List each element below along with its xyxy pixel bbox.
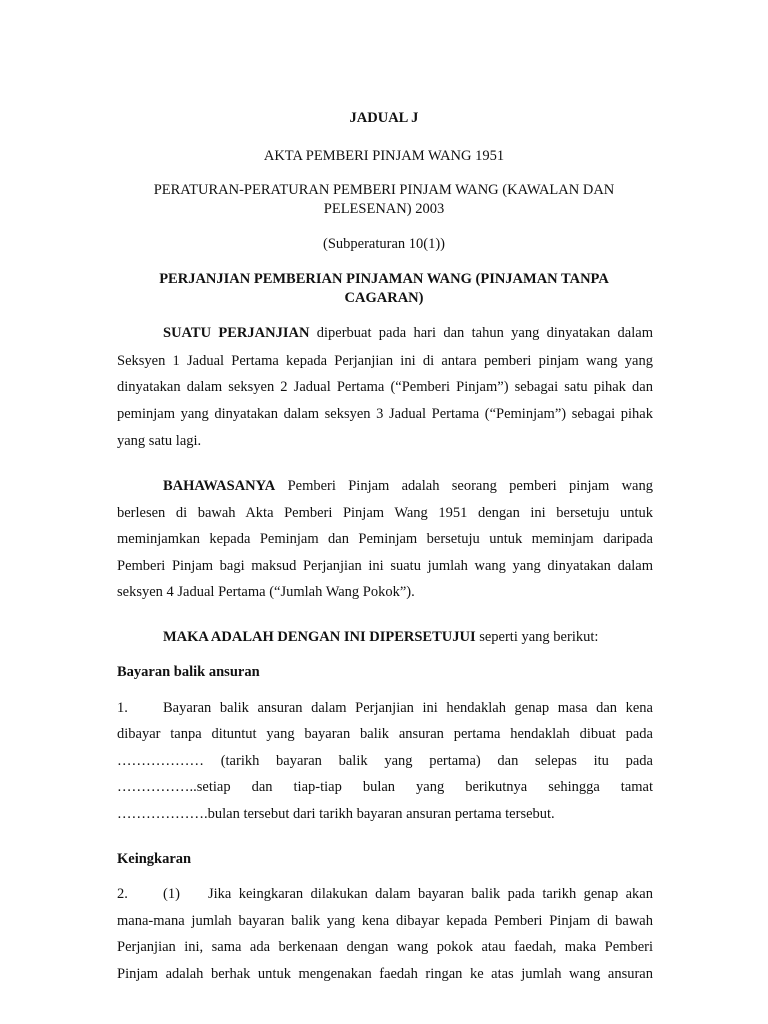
para2-line3: meminjamkan kepada Peminjam dan Peminjam bersetuju untuk meminjam daripada [117, 531, 653, 547]
para1-line1-text: diperbuat pada hari dan tahun yang dinyatakan dalam [309, 325, 653, 341]
para2-line1 [163, 476, 653, 496]
section1-line3: ……………… (tarikh bayaran balik yang pertama) dan selepas itu pada [117, 753, 653, 769]
para2-line5: seksyen 4 Jadual Pertama (“Jumlah Wang Pokok”). [117, 584, 415, 600]
para1-line5: yang satu lagi. [117, 433, 202, 449]
regulations-title-line2: PELESENAN) 2003 [323, 201, 445, 217]
para1-lead: SUATU PERJANJIAN [163, 325, 310, 341]
para2-line1-text: Pemberi Pinjam adalah seorang pemberi pinjam wang [275, 478, 653, 494]
agreement-title-line1: PERJANJIAN PEMBERIAN PINJAMAN WANG (PINJAMAN TANPA [159, 271, 609, 287]
section1-line5: ……………….bulan tersebut dari tarikh bayaran ansuran pertama tersebut. [117, 806, 555, 822]
section2-line2: mana-mana jumlah bayaran balik yang kena dibayar kepada Pemberi Pinjam di bawah [117, 913, 653, 929]
para2-line2: berlesen di bawah Akta Pemberi Pinjam Wang 1951 dengan ini bersetuju untuk [117, 505, 653, 521]
section2-line1: Jika keingkaran dilakukan dalam bayaran balik pada tarikh genap akan [208, 886, 653, 902]
para2-line4: Pemberi Pinjam bagi maksud Perjanjian ini suatu jumlah wang yang dinyatakan dalam [117, 558, 653, 574]
regulations-title-line1: PERATURAN-PERATURAN PEMBERI PINJAM WANG (KAWALAN DAN [153, 182, 615, 198]
section1-number: 1. [117, 700, 128, 716]
section1-heading: Bayaran balik ansuran [117, 664, 260, 680]
section1-line2: dibayar tanpa dituntut yang bayaran balik ansuran pertama hendaklah dibuat pada [117, 726, 653, 742]
para3-text: seperti yang berikut: [475, 629, 599, 645]
act-title: AKTA PEMBERI PINJAM WANG 1951 [263, 148, 505, 164]
section2-number: 2. [117, 886, 128, 902]
schedule-title: JADUAL J [349, 110, 419, 126]
section2-subnumber: (1) [163, 886, 180, 902]
para1-line1 [163, 323, 653, 343]
para3-lead: MAKA ADALAH DENGAN INI DIPERSETUJUI [163, 629, 476, 645]
section2-heading: Keingkaran [117, 851, 192, 867]
agreement-title-line2: CAGARAN) [344, 290, 424, 306]
section2-line3: Perjanjian ini, sama ada berkenaan dengan wang pokok atau faedah, maka Pemberi [117, 939, 653, 955]
para3-line [163, 627, 653, 647]
section1-line4: ……………..setiap dan tiap-tiap bulan yang berikutnya sehingga tamat [117, 779, 653, 795]
para1-line3: dinyatakan dalam seksyen 2 Jadual Pertama (“Pemberi Pinjam”) sebagai satu pihak dan [117, 379, 653, 395]
section1-line1: Bayaran balik ansuran dalam Perjanjian ini hendaklah genap masa dan kena [163, 700, 653, 716]
para1-line2: Seksyen 1 Jadual Pertama kepada Perjanjian ini di antara pemberi pinjam wang yang [117, 353, 653, 369]
subregulation-ref: (Subperaturan 10(1)) [323, 236, 445, 252]
para2-lead: BAHAWASANYA [163, 478, 276, 494]
section2-line4: Pinjam adalah berhak untuk mengenakan faedah ringan ke atas jumlah wang ansuran [117, 966, 653, 982]
para1-line4: peminjam yang dinyatakan dalam seksyen 3 Jadual Pertama (“Peminjam”) sebagai pihak [117, 406, 653, 422]
